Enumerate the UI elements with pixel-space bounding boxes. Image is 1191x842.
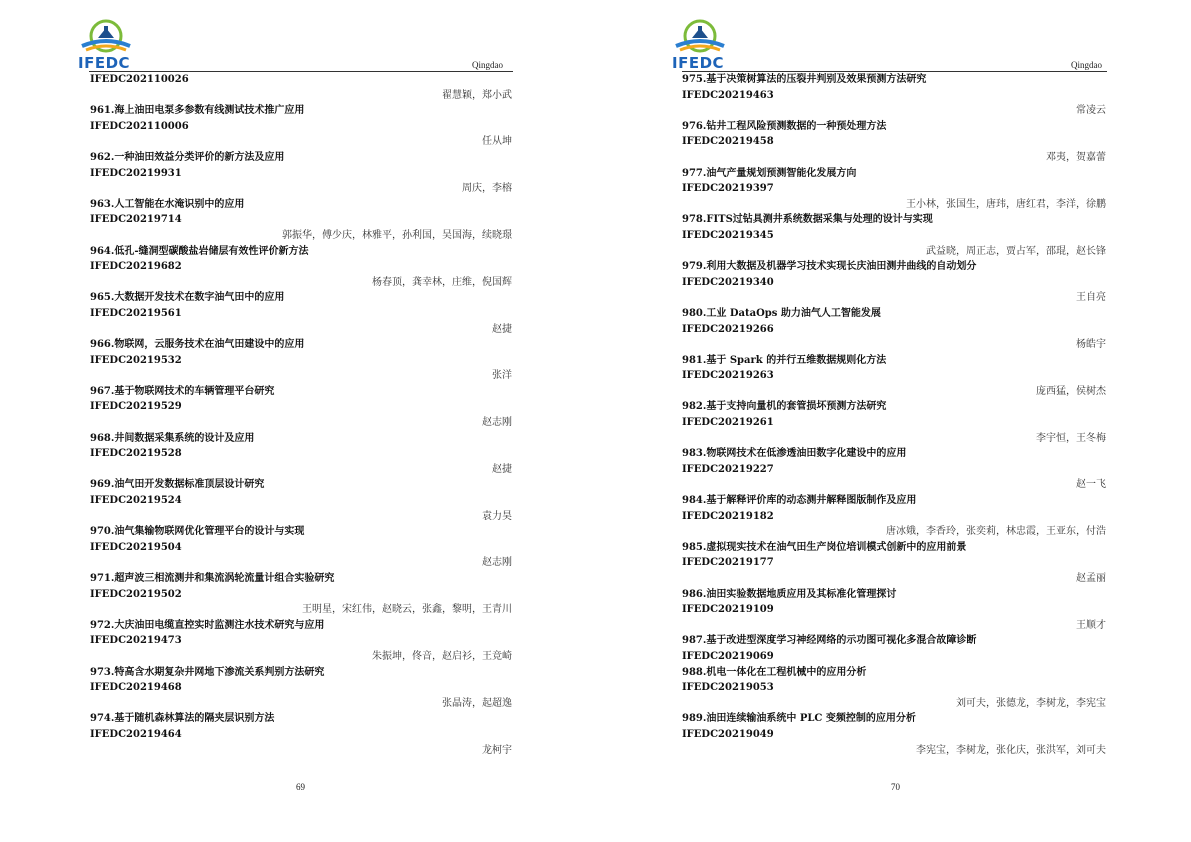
entry-title: 968.井间数据采集系统的设计及应用 — [90, 432, 255, 444]
entry-authors: 王明星，宋红伟，赵晓云，张鑫，黎明，王青川 — [302, 604, 512, 616]
entry-title: 984.基于解释评价库的动态测井解释图版制作及应用 — [682, 495, 917, 507]
entry-authors: 赵捷 — [492, 463, 512, 475]
entry-authors: 周庆，李榕 — [462, 183, 512, 195]
entry-authors: 赵志刚 — [482, 557, 512, 569]
entry-id: IFEDC20219473 — [90, 635, 182, 647]
entry-title: 988.机电一体化在工程机械中的应用分析 — [682, 666, 867, 678]
entry-id: IFEDC20219502 — [90, 588, 182, 600]
entry-id: IFEDC20219397 — [682, 183, 774, 195]
entry-authors: 唐冰娥，李香玲，张奕莉，林忠霞，王亚东，付浩 — [886, 526, 1106, 538]
entry-title: 971.超声波三相流测井和集流涡轮流量计组合实验研究 — [90, 573, 335, 584]
entry-id: IFEDC20219532 — [90, 354, 182, 366]
entry-authors: 赵志刚 — [482, 417, 512, 429]
entry-title: 983.物联网技术在低渗透油田数字化建设中的应用 — [682, 448, 907, 460]
page-number: 69 — [296, 782, 305, 792]
entry-title: 962.一种油田效益分类评价的新方法及应用 — [90, 151, 285, 163]
entry-title: 985.虚拟现实技术在油气田生产岗位培训模式创新中的应用前景 — [682, 541, 967, 553]
entry-id: IFEDC20219524 — [90, 495, 182, 507]
entry-authors: 郭振华，傅少庆，林雅平，孙利国，吴国海，续晓璟 — [282, 229, 512, 241]
entry-authors: 武益晓，周正志，贾占军，邵琨，赵长锋 — [926, 245, 1106, 257]
entry-id: IFEDC20219049 — [682, 728, 774, 740]
ifedc-logo — [76, 18, 136, 74]
entry-authors: 张洋 — [492, 370, 512, 382]
entry-id: IFEDC20219177 — [682, 557, 774, 569]
entry-title: 975.基于决策树算法的压裂井判别及效果预测方法研究 — [682, 74, 927, 85]
entry-title: 970.油气集输物联网优化管理平台的设计与实现 — [90, 526, 305, 538]
entry-id: IFEDC20219468 — [90, 682, 182, 694]
entry-id: IFEDC20219464 — [90, 728, 182, 740]
entry-id: IFEDC20219266 — [682, 323, 774, 335]
left-page — [0, 0, 595, 842]
entry-authors: 王顺才 — [1076, 619, 1106, 631]
entry-title: 978.FITS过钻具测井系统数据采集与处理的设计与实现 — [682, 214, 933, 226]
entry-title: 972.大庆油田电缆直控实时监测注水技术研究与应用 — [90, 619, 325, 631]
page-number: 70 — [891, 782, 900, 792]
entry-authors: 龙柯宇 — [482, 744, 512, 756]
header-location: Qingdao — [472, 60, 503, 70]
entry-title: 979.利用大数据及机器学习技术实现长庆油田测井曲线的自动划分 — [682, 261, 977, 273]
entry-title: 986.油田实验数据地质应用及其标准化管理探讨 — [682, 588, 897, 600]
entry-title: 976.钻井工程风险预测数据的一种预处理方法 — [682, 120, 887, 132]
entry-id: IFEDC20219263 — [682, 370, 774, 382]
entry-id: IFEDC20219345 — [682, 229, 774, 241]
entry-id: IFEDC20219227 — [682, 463, 774, 475]
entry-authors: 任从坤 — [482, 136, 512, 148]
entry-title: 977.油气产量规划预测智能化发展方向 — [682, 167, 857, 179]
entry-authors: 庞西猛，侯树杰 — [1036, 385, 1106, 397]
entry-authors: 朱振坤，佟音，赵启衫，王竞崎 — [372, 650, 512, 662]
entry-id: IFEDC20219561 — [90, 307, 182, 319]
logo-text: IFEDC — [672, 54, 725, 72]
ifedc-logo — [670, 18, 730, 74]
entry-authors: 翟慧颖，郑小武 — [442, 89, 512, 101]
entry-id: IFEDC20219931 — [90, 167, 182, 179]
entry-authors: 李宪宝，李树龙，张化庆，张洪军，刘可夫 — [916, 744, 1106, 756]
entry-authors: 赵一飞 — [1076, 479, 1106, 491]
entry-authors: 赵孟丽 — [1076, 573, 1106, 584]
entry-title: 980.工业 DataOps 助力油气人工智能发展 — [682, 307, 881, 319]
entry-id: IFEDC20219458 — [682, 136, 774, 148]
entry-id: IFEDC20219529 — [90, 401, 182, 413]
entry-title: 961.海上油田电泵多参数有线测试技术推广应用 — [90, 105, 305, 117]
entry-id: IFEDC202110026 — [90, 74, 189, 85]
entry-authors: 王自亮 — [1076, 292, 1106, 304]
entry-title: 967.基于物联网技术的车辆管理平台研究 — [90, 385, 275, 397]
logo-text: IFEDC — [78, 54, 131, 72]
entry-id: IFEDC202110006 — [90, 120, 189, 132]
entry-id: IFEDC20219714 — [90, 214, 182, 226]
entry-id: IFEDC20219682 — [90, 261, 182, 273]
entry-authors: 杨春顶，龚幸林，庄维，倪国辉 — [372, 276, 512, 288]
entry-title: 966.物联网，云服务技术在油气田建设中的应用 — [90, 339, 305, 351]
entry-id: IFEDC20219261 — [682, 417, 774, 429]
entry-title: 982.基于支持向量机的套管损坏预测方法研究 — [682, 401, 887, 413]
ifedc-logo-graphic — [76, 18, 136, 58]
entry-authors: 赵捷 — [492, 323, 512, 335]
entry-list — [90, 72, 512, 758]
entry-title: 964.低孔-缝洞型碳酸盐岩储层有效性评价新方法 — [90, 245, 309, 257]
entry-title: 965.大数据开发技术在数字油气田中的应用 — [90, 292, 285, 304]
entry-id: IFEDC20219069 — [682, 650, 774, 662]
entry-title: 973.特高含水期复杂井网地下渗流关系判别方法研究 — [90, 666, 325, 678]
entry-authors: 王小林，张国生，唐玮，唐红君，李洋，徐鹏 — [906, 198, 1106, 210]
entry-authors: 李宇恒，王冬梅 — [1036, 432, 1106, 444]
entry-id: IFEDC20219504 — [90, 541, 182, 553]
entry-authors: 袁力昊 — [482, 510, 512, 522]
entry-title: 969.油气田开发数据标准顶层设计研究 — [90, 479, 265, 491]
entry-authors: 杨皓宇 — [1076, 339, 1106, 351]
entry-authors: 刘可夫，张德龙，李树龙，李宪宝 — [956, 697, 1106, 709]
entry-id: IFEDC20219109 — [682, 604, 774, 616]
entry-title: 987.基于改进型深度学习神经网络的示功图可视化多混合故障诊断 — [682, 635, 977, 647]
entry-id: IFEDC20219053 — [682, 682, 774, 694]
entry-id: IFEDC20219182 — [682, 510, 774, 522]
entry-id: IFEDC20219528 — [90, 448, 182, 460]
entry-authors: 常凌云 — [1076, 105, 1106, 117]
ifedc-logo-graphic — [670, 18, 730, 58]
entry-title: 989.油田连续输油系统中 PLC 变频控制的应用分析 — [682, 713, 916, 725]
entry-id: IFEDC20219463 — [682, 89, 774, 101]
entry-title: 974.基于随机森林算法的隔夹层识别方法 — [90, 713, 275, 725]
entry-title: 963.人工智能在水淹识别中的应用 — [90, 198, 245, 210]
header-location: Qingdao — [1071, 60, 1102, 70]
right-page — [596, 0, 1191, 842]
entry-list — [682, 72, 1106, 758]
entry-authors: 邓夷，贺嘉蕾 — [1046, 151, 1106, 163]
entry-id: IFEDC20219340 — [682, 276, 774, 288]
entry-title: 981.基于 Spark 的并行五维数据规则化方法 — [682, 354, 887, 366]
entry-authors: 张晶涛，起超逸 — [442, 697, 512, 709]
